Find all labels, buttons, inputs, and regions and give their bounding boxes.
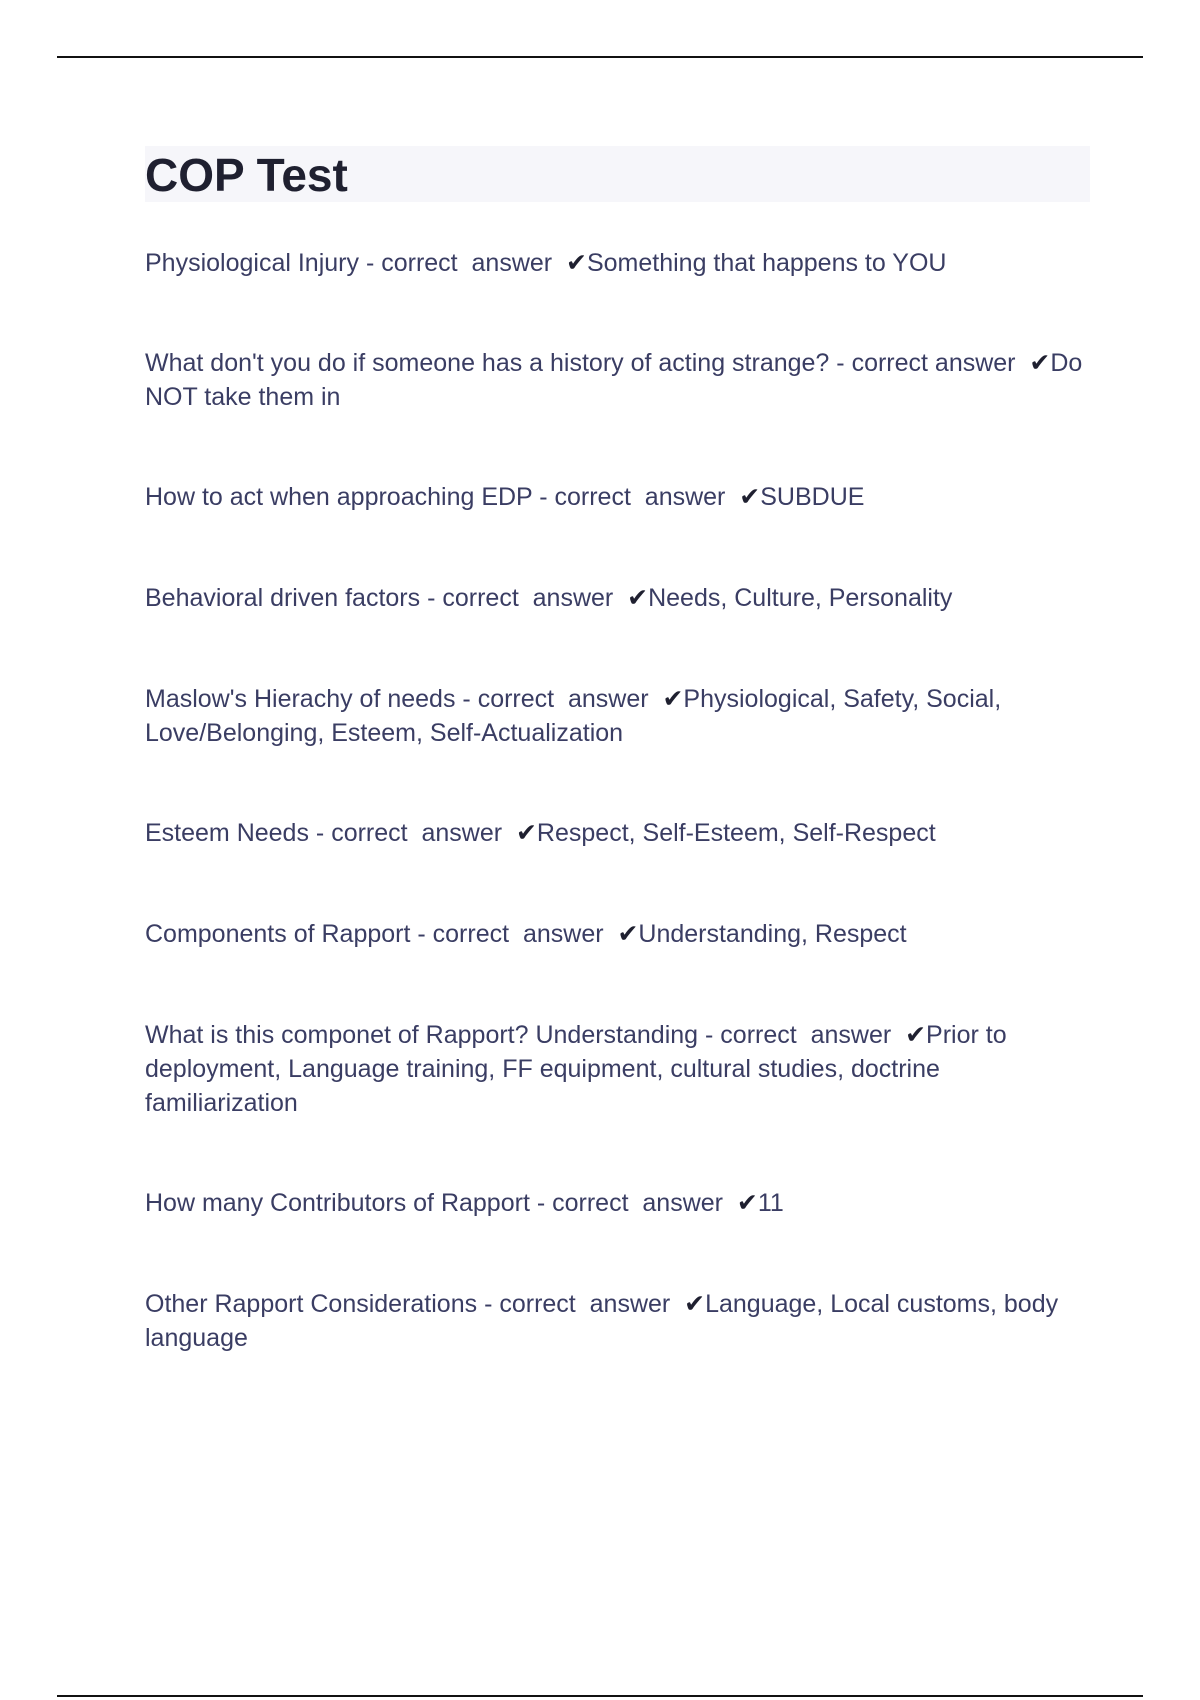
correct-answer-label: correct answer — [477, 685, 663, 713]
qa-item — [145, 1186, 1090, 1220]
check-icon: ✔ — [566, 249, 587, 277]
question-text: Physiological Injury — [145, 249, 359, 277]
correct-answer-label: correct answer — [499, 1290, 685, 1318]
qa-item — [145, 346, 1090, 414]
answer-text: Respect, Self-Esteem, Self-Respect — [536, 819, 936, 847]
separator: - — [698, 1021, 721, 1049]
separator: - — [477, 1290, 500, 1318]
qa-item — [145, 816, 1090, 850]
qa-item — [145, 1287, 1090, 1355]
check-icon: ✔ — [627, 584, 649, 612]
answer-text: Understanding, Respect — [638, 920, 907, 948]
separator: - — [829, 349, 852, 377]
separator: - — [532, 483, 555, 511]
check-icon: ✔ — [515, 819, 537, 847]
correct-answer-label: correct answer — [851, 349, 1030, 377]
separator: - — [410, 920, 433, 948]
check-icon: ✔ — [1029, 349, 1051, 377]
question-text: Other Rapport Considerations — [145, 1290, 478, 1318]
separator: - — [308, 819, 332, 847]
correct-answer-label: correct answer — [432, 920, 618, 948]
answer-text: Something that happens to YOU — [586, 249, 947, 277]
correct-answer-label: correct answer — [381, 249, 566, 277]
page-title: COP Test — [145, 149, 348, 201]
check-icon: ✔ — [905, 1021, 927, 1049]
question-text: Components of Rapport — [145, 920, 411, 948]
question-text: What don't you do if someone has a history of acting strange? — [145, 349, 830, 377]
correct-answer-label: correct answer — [442, 584, 628, 612]
answer-text: Language, Local customs, body language — [145, 1290, 1059, 1352]
qa-item — [145, 246, 1090, 280]
question-text: What is this componet of Rapport? Understanding — [145, 1021, 699, 1049]
question-text: How many Contributors of Rapport — [145, 1189, 530, 1217]
question-text: Maslow's Hierachy of needs — [145, 685, 456, 713]
check-icon: ✔ — [684, 1290, 706, 1318]
bottom-rule — [57, 1695, 1143, 1697]
title-band — [145, 146, 1090, 202]
check-icon: ✔ — [736, 1189, 758, 1217]
separator: - — [529, 1189, 553, 1217]
question-text: Behavioral driven factors — [145, 584, 421, 612]
answer-text: Do NOT take them in — [145, 349, 1083, 411]
check-icon: ✔ — [662, 685, 684, 713]
question-text: How to act when approaching EDP — [145, 483, 533, 511]
separator: - — [359, 249, 382, 277]
correct-answer-label: correct answer — [720, 1021, 906, 1049]
qa-list — [145, 246, 1090, 1355]
check-icon: ✔ — [739, 483, 761, 511]
qa-item — [145, 917, 1090, 951]
separator: - — [420, 584, 443, 612]
correct-answer-label: correct answer — [552, 1189, 737, 1217]
answer-text: SUBDUE — [760, 483, 865, 511]
answer-text: Physiological, Safety, Social, Love/Belonging, Esteem, Self-Actualization — [145, 685, 1002, 747]
document-body — [145, 146, 1090, 1355]
correct-answer-label: correct answer — [331, 819, 516, 847]
answer-text: Prior to deployment, Language training, FF equipment, cultural studies, doctrine familiarization — [145, 1021, 1007, 1117]
correct-answer-label: correct answer — [554, 483, 740, 511]
top-rule — [57, 56, 1143, 58]
qa-item — [145, 682, 1090, 750]
question-text: Esteem Needs — [145, 819, 309, 847]
answer-text: Needs, Culture, Personality — [648, 584, 953, 612]
qa-item — [145, 480, 1090, 514]
answer-text: 11 — [757, 1189, 784, 1217]
qa-item — [145, 1018, 1090, 1120]
separator: - — [455, 685, 478, 713]
check-icon: ✔ — [617, 920, 639, 948]
qa-item — [145, 581, 1090, 615]
